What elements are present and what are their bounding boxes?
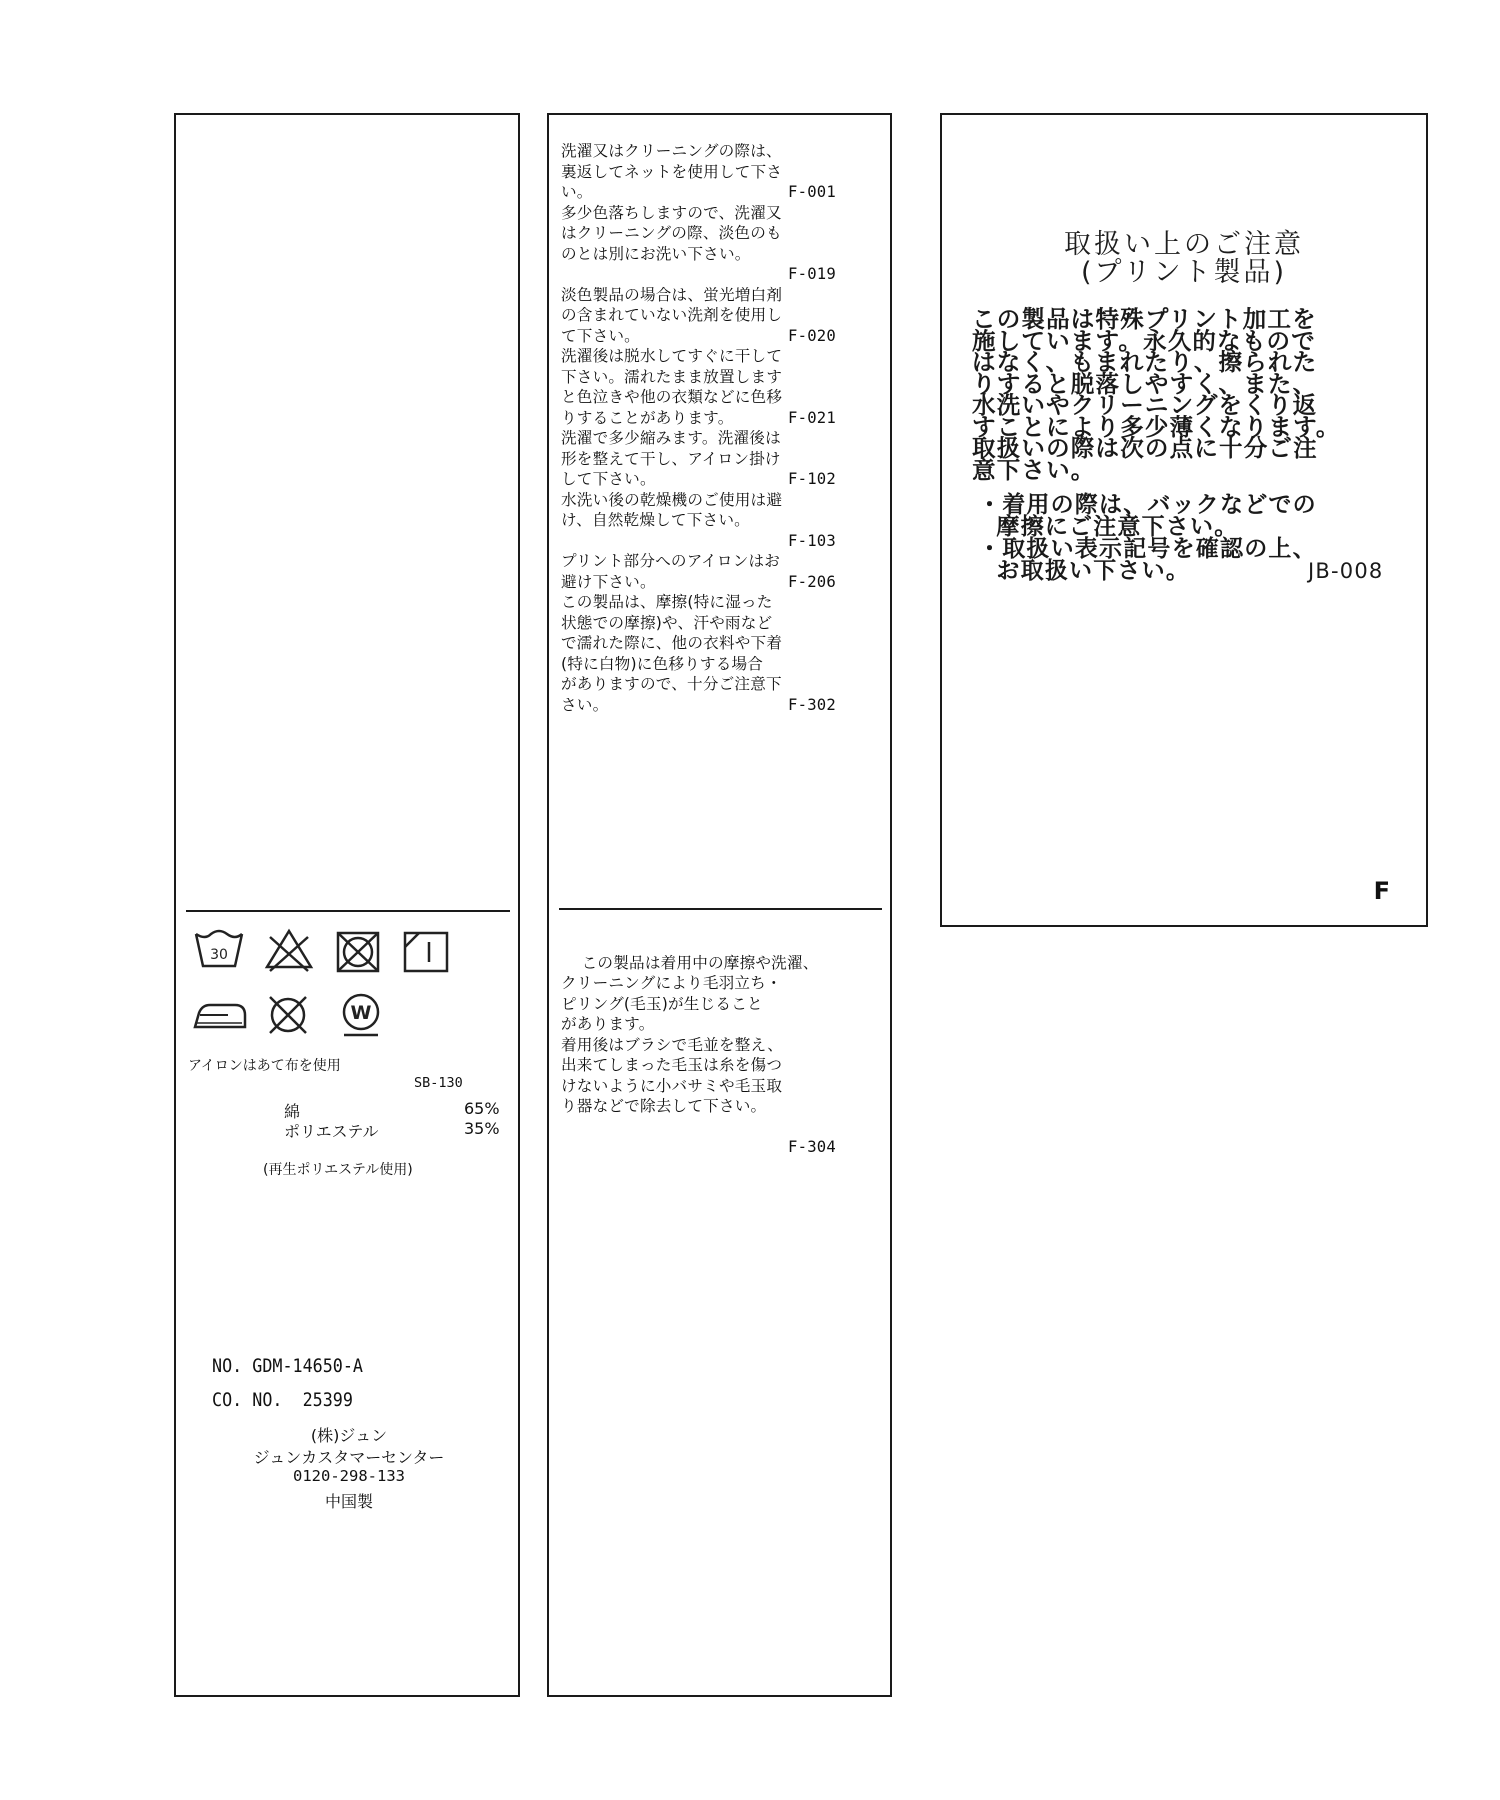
care-note: [561, 490, 836, 552]
caution-bullet-2: ・取扱い表示記号を確認の上、 お取扱い下さい。: [978, 536, 1317, 584]
middle-divider: [559, 908, 882, 910]
care-label-left: [174, 113, 520, 1697]
care-note-text-lines: 洗濯で多少縮みます。洗濯後は 形を整えて干し、アイロン掛け: [561, 429, 781, 468]
care-label-middle: [547, 113, 892, 1697]
iron-low-icon: [192, 997, 248, 1033]
care-note-code: F-020: [788, 326, 836, 345]
left-divider: [186, 910, 510, 912]
composition-material-2: ポリエステル: [284, 1122, 379, 1141]
care-note: [561, 428, 836, 490]
care-note-text: 多少色落ちしますので、洗濯又 はクリーニングの際、淡色のも のとは別にお洗い下さい。: [561, 203, 782, 263]
care-note: [561, 592, 836, 715]
care-note-last-text: 避け下さい。: [561, 572, 656, 591]
care-note-code: F-001: [788, 183, 836, 201]
care-note: [561, 141, 836, 203]
pilling-note: この製品は着用中の摩擦や洗濯、 クリーニングにより毛羽立ち・ ピリング(毛玉)が生じること があります。 着用後はブラシで毛並を整え、 出来てしまった毛玉は糸を傷つ けないように小バサミや毛玉取 り器などで除去して下さい。: [561, 953, 819, 1115]
iron-code: SB-130: [414, 1075, 463, 1091]
care-note-last-line: [561, 695, 836, 716]
line-dry-icon: [402, 929, 452, 975]
caution-code: JB-008: [1308, 559, 1384, 583]
care-note-last-line: [561, 182, 836, 203]
care-note: [561, 203, 836, 285]
care-note-last-line: [561, 469, 836, 490]
care-note: [561, 551, 836, 592]
iron-note: アイロンはあて布を使用: [188, 1058, 341, 1074]
company-name: (株)ジュン: [310, 1426, 388, 1445]
composition-percent-1: 65%: [464, 1099, 500, 1118]
care-note-code: F-103: [788, 531, 836, 550]
care-note-text-lines: プリント部分へのアイロンはお: [561, 552, 781, 570]
customer-center: ジュンカスタマーセンター: [253, 1448, 445, 1467]
care-note-text-lines: 洗濯後は脱水してすぐに干して 下さい。濡れたまま放置します と色泣きや他の衣類などに色移: [561, 347, 783, 406]
care-note-last-line: [561, 326, 836, 347]
wet-clean-icon: [338, 991, 384, 1039]
care-note: [561, 346, 836, 428]
no-tumble-dry-icon: [334, 929, 382, 975]
care-note: [561, 285, 836, 347]
composition-material-1: 綿: [284, 1102, 301, 1121]
care-note-last-text: りすることがあります。: [561, 408, 734, 427]
care-note-code: F-102: [788, 470, 836, 488]
care-note-last-line: [561, 572, 836, 593]
care-note-code: F-302: [788, 695, 836, 714]
care-note-text-lines: 淡色製品の場合は、蛍光増白剤 の含まれていない洗剤を使用し: [561, 285, 783, 324]
recycled-note: (再生ポリエステル使用): [263, 1162, 413, 1178]
care-note-text-lines: 洗濯又はクリーニングの際は、 裏返してネットを使用して下さ: [561, 142, 783, 181]
print-caution-subtitle: (プリント製品): [1081, 257, 1287, 288]
composition-percent-2: 35%: [464, 1119, 500, 1138]
country-of-origin: 中国製: [324, 1492, 373, 1511]
wash-30-icon: [193, 928, 245, 972]
co-number: CO. NO. 25399: [212, 1389, 353, 1411]
caution-bullet-1: ・着用の際は、バックなどでの 摩擦にご注意下さい。: [978, 492, 1317, 540]
pilling-note-block: [561, 932, 836, 1199]
care-note-text: 水洗い後の乾燥機のご使用は避 け、自然乾燥して下さい。: [561, 490, 783, 529]
size-mark: F: [1373, 877, 1390, 905]
pilling-code: F-304: [788, 1138, 836, 1156]
care-note-code: F-206: [788, 572, 836, 591]
care-note-last-line: [561, 408, 836, 429]
care-note-code: F-019: [788, 265, 836, 283]
care-notes: [561, 141, 836, 715]
care-note-last-text: て下さい。: [561, 326, 640, 345]
print-caution-title: 取扱い上のご注意: [1064, 229, 1304, 260]
care-note-last-text: して下さい。: [561, 470, 656, 488]
care-note-last-text: さい。: [561, 695, 609, 714]
wash-temperature: 30: [210, 947, 228, 963]
print-caution-body: この製品は特殊プリント加工を 施しています。永久的なもので はなく、もまれたり、擦られた りすると脱落しやすく、また、 水洗いやクリーニングをくり返 すことにより多少薄くなります。 取扱いの際は次の点に十分ご注 意下さい。: [972, 305, 1341, 484]
no-bleach-icon: [264, 927, 314, 973]
product-number: NO. GDM-14650-A: [212, 1355, 364, 1377]
care-label-right: [940, 113, 1428, 927]
care-note-code: F-021: [788, 408, 836, 427]
phone-number: 0120-298-133: [293, 1467, 405, 1485]
care-note-last-text: い。: [561, 183, 593, 201]
wet-clean-letter: W: [350, 1002, 372, 1024]
care-note-text-lines: この製品は、摩擦(特に湿った 状態での摩擦)や、汗や雨など で濡れた際に、他の衣料や下着 (特に白物)に色移りする場合 がありますので、十分ご注意下: [561, 593, 783, 693]
no-dry-clean-icon: [266, 993, 310, 1037]
